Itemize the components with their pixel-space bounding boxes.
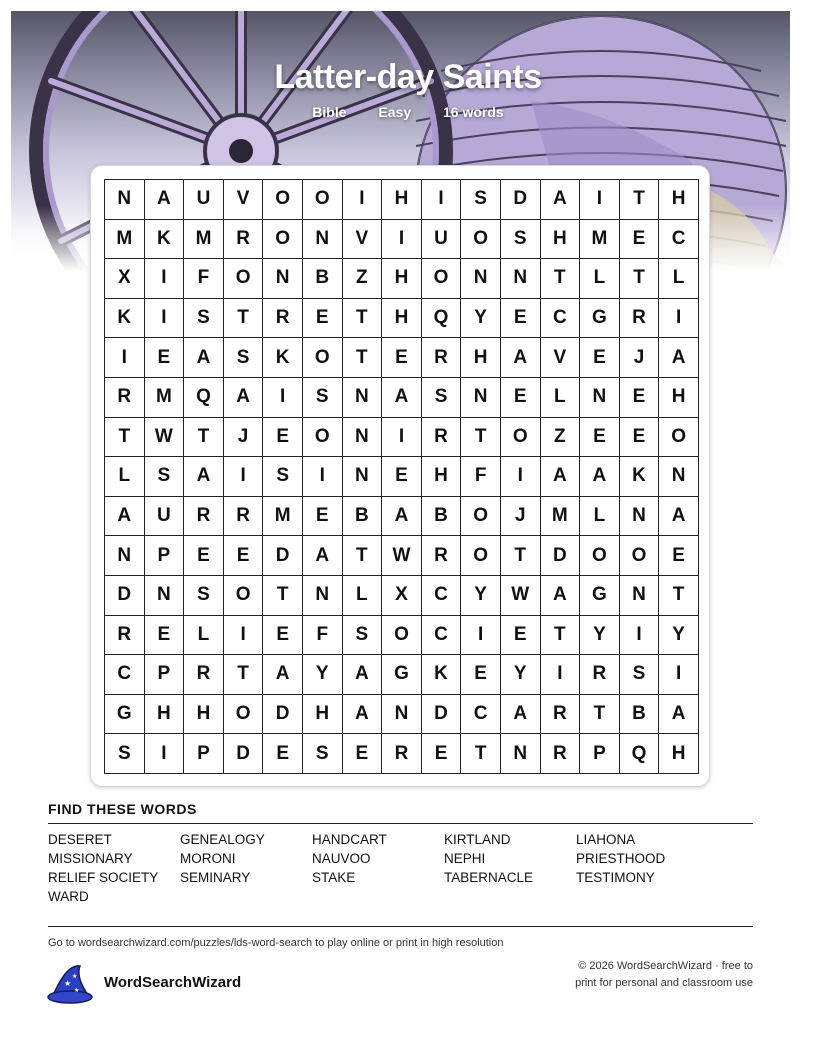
grid-cell[interactable]: R <box>184 497 224 537</box>
grid-cell[interactable]: Y <box>580 616 620 656</box>
grid-cell[interactable]: T <box>620 180 660 220</box>
grid-cell[interactable]: I <box>541 655 581 695</box>
grid-cell[interactable]: H <box>541 220 581 260</box>
grid-cell[interactable]: K <box>105 299 145 339</box>
grid-cell[interactable]: T <box>659 576 699 616</box>
grid-cell[interactable]: T <box>184 418 224 458</box>
grid-cell[interactable]: S <box>184 576 224 616</box>
grid-cell[interactable]: R <box>105 616 145 656</box>
grid-cell[interactable]: T <box>461 418 501 458</box>
grid-cell[interactable]: I <box>145 259 185 299</box>
grid-cell[interactable]: L <box>580 497 620 537</box>
grid-cell[interactable]: J <box>224 418 264 458</box>
grid-cell[interactable]: L <box>659 259 699 299</box>
grid-cell[interactable]: Y <box>501 655 541 695</box>
grid-cell[interactable]: T <box>461 734 501 774</box>
grid-cell[interactable]: O <box>263 220 303 260</box>
grid-cell[interactable]: M <box>541 497 581 537</box>
grid-cell[interactable]: E <box>382 457 422 497</box>
grid-cell[interactable]: S <box>620 655 660 695</box>
grid-cell[interactable]: O <box>620 536 660 576</box>
grid-cell[interactable]: O <box>501 418 541 458</box>
grid-cell[interactable]: T <box>343 338 383 378</box>
word-list-heading: FIND THESE WORDS <box>48 801 197 817</box>
grid-cell[interactable]: L <box>580 259 620 299</box>
grid-cell[interactable]: E <box>422 734 462 774</box>
grid-cell[interactable]: E <box>501 378 541 418</box>
grid-cell[interactable]: P <box>145 536 185 576</box>
grid-cell[interactable]: U <box>422 220 462 260</box>
word-list-item: GENEALOGY <box>180 832 265 847</box>
grid-cell[interactable]: D <box>541 536 581 576</box>
grid-cell[interactable]: M <box>105 220 145 260</box>
grid-cell[interactable]: R <box>422 536 462 576</box>
grid-cell[interactable]: I <box>382 418 422 458</box>
grid-cell[interactable]: H <box>422 457 462 497</box>
svg-text:★: ★ <box>74 987 80 994</box>
grid-cell[interactable]: O <box>263 180 303 220</box>
grid-cell[interactable]: A <box>580 457 620 497</box>
grid-cell[interactable]: N <box>105 536 145 576</box>
grid-cell[interactable]: R <box>224 497 264 537</box>
grid-cell[interactable]: S <box>501 220 541 260</box>
grid-cell[interactable]: E <box>580 418 620 458</box>
letter-grid[interactable] <box>104 179 699 774</box>
grid-cell[interactable]: E <box>620 418 660 458</box>
grid-cell[interactable]: V <box>343 220 383 260</box>
grid-cell[interactable]: V <box>224 180 264 220</box>
grid-cell[interactable]: H <box>303 695 343 735</box>
grid-cell[interactable]: O <box>224 259 264 299</box>
grid-cell[interactable]: C <box>659 220 699 260</box>
grid-cell[interactable]: P <box>580 734 620 774</box>
grid-cell[interactable]: A <box>343 655 383 695</box>
grid-cell[interactable]: E <box>382 338 422 378</box>
grid-cell[interactable]: E <box>263 734 303 774</box>
grid-cell[interactable]: A <box>184 457 224 497</box>
grid-cell[interactable]: N <box>343 378 383 418</box>
grid-cell[interactable]: N <box>461 378 501 418</box>
grid-cell[interactable]: D <box>263 695 303 735</box>
word-list-item: MORONI <box>180 851 236 866</box>
grid-cell[interactable]: N <box>580 378 620 418</box>
grid-cell[interactable]: N <box>501 734 541 774</box>
word-list-item: PRIESTHOOD <box>576 851 666 866</box>
grid-cell[interactable]: D <box>422 695 462 735</box>
grid-cell[interactable]: E <box>501 299 541 339</box>
grid-cell[interactable]: R <box>263 299 303 339</box>
grid-cell[interactable]: F <box>184 259 224 299</box>
grid-cell[interactable]: K <box>263 338 303 378</box>
grid-cell[interactable]: K <box>422 655 462 695</box>
grid-cell[interactable]: E <box>303 497 343 537</box>
grid-cell[interactable]: E <box>145 616 185 656</box>
grid-cell[interactable]: I <box>501 457 541 497</box>
grid-cell[interactable]: N <box>382 695 422 735</box>
grid-cell[interactable]: R <box>382 734 422 774</box>
grid-cell[interactable]: N <box>659 457 699 497</box>
grid-cell[interactable]: A <box>184 338 224 378</box>
grid-cell[interactable]: R <box>184 655 224 695</box>
grid-cell[interactable]: L <box>343 576 383 616</box>
grid-cell[interactable]: G <box>105 695 145 735</box>
grid-cell[interactable]: H <box>145 695 185 735</box>
grid-cell[interactable]: B <box>422 497 462 537</box>
grid-cell[interactable]: R <box>224 220 264 260</box>
grid-cell[interactable]: G <box>382 655 422 695</box>
grid-cell[interactable]: O <box>303 418 343 458</box>
grid-cell[interactable]: H <box>461 338 501 378</box>
grid-cell[interactable]: J <box>501 497 541 537</box>
grid-cell[interactable]: E <box>501 616 541 656</box>
grid-cell[interactable]: T <box>620 259 660 299</box>
grid-cell[interactable]: J <box>620 338 660 378</box>
grid-cell[interactable]: A <box>541 457 581 497</box>
grid-cell[interactable]: K <box>620 457 660 497</box>
grid-cell[interactable]: R <box>620 299 660 339</box>
grid-cell[interactable]: H <box>184 695 224 735</box>
grid-cell[interactable]: F <box>461 457 501 497</box>
word-list-item: TABERNACLE <box>444 870 534 885</box>
grid-cell[interactable]: A <box>105 497 145 537</box>
grid-cell[interactable]: S <box>303 734 343 774</box>
grid-cell[interactable]: I <box>422 180 462 220</box>
grid-cell[interactable]: R <box>580 655 620 695</box>
grid-cell[interactable]: S <box>422 378 462 418</box>
grid-cell[interactable]: E <box>263 616 303 656</box>
grid-cell[interactable]: A <box>659 695 699 735</box>
word-list-item: HANDCART <box>312 832 387 847</box>
word-list-item: MISSIONARY <box>48 851 133 866</box>
grid-cell[interactable]: H <box>382 299 422 339</box>
grid-cell[interactable]: T <box>541 616 581 656</box>
grid-cell[interactable]: C <box>541 299 581 339</box>
grid-cell[interactable]: T <box>343 536 383 576</box>
grid-cell[interactable]: X <box>382 576 422 616</box>
grid-cell[interactable]: N <box>303 220 343 260</box>
grid-cell[interactable]: S <box>184 299 224 339</box>
grid-cell[interactable]: H <box>659 180 699 220</box>
grid-cell[interactable]: A <box>303 536 343 576</box>
grid-cell[interactable]: O <box>461 220 501 260</box>
grid-cell[interactable]: S <box>461 180 501 220</box>
grid-cell[interactable]: E <box>145 338 185 378</box>
grid-cell[interactable]: I <box>343 180 383 220</box>
grid-cell[interactable]: N <box>461 259 501 299</box>
grid-cell[interactable]: H <box>659 378 699 418</box>
category-label: Bible <box>312 104 347 120</box>
grid-cell[interactable]: A <box>541 576 581 616</box>
word-list-item: TESTIMONY <box>576 870 655 885</box>
grid-cell[interactable]: L <box>105 457 145 497</box>
grid-cell[interactable]: U <box>145 497 185 537</box>
word-list-item: SEMINARY <box>180 870 251 885</box>
grid-cell[interactable]: D <box>501 180 541 220</box>
word-list-item: RELIEF SOCIETY <box>48 870 159 885</box>
grid-cell[interactable]: S <box>263 457 303 497</box>
grid-cell[interactable]: S <box>224 338 264 378</box>
grid-cell[interactable]: M <box>580 220 620 260</box>
wizard-hat-icon <box>46 962 94 1006</box>
grid-cell[interactable]: N <box>303 576 343 616</box>
grid-cell[interactable]: O <box>659 418 699 458</box>
grid-cell[interactable]: T <box>224 655 264 695</box>
svg-text:★: ★ <box>64 979 72 988</box>
grid-cell[interactable]: S <box>343 616 383 656</box>
grid-cell[interactable]: I <box>659 655 699 695</box>
grid-cell[interactable]: W <box>501 576 541 616</box>
grid-cell[interactable]: O <box>224 695 264 735</box>
grid-cell[interactable]: D <box>263 536 303 576</box>
grid-cell[interactable]: A <box>501 338 541 378</box>
difficulty-label: Easy <box>378 104 412 120</box>
grid-cell[interactable]: A <box>145 180 185 220</box>
grid-cell[interactable]: E <box>620 378 660 418</box>
grid-cell[interactable]: M <box>184 220 224 260</box>
grid-cell[interactable]: K <box>145 220 185 260</box>
divider <box>48 926 753 927</box>
grid-cell[interactable]: A <box>541 180 581 220</box>
grid-cell[interactable]: A <box>224 378 264 418</box>
grid-cell[interactable]: T <box>541 259 581 299</box>
grid-cell[interactable]: W <box>145 418 185 458</box>
grid-cell[interactable]: Q <box>184 378 224 418</box>
grid-cell[interactable]: O <box>461 536 501 576</box>
grid-cell[interactable]: X <box>105 259 145 299</box>
grid-cell[interactable]: N <box>620 576 660 616</box>
grid-cell[interactable]: D <box>224 734 264 774</box>
grid-cell[interactable]: Y <box>461 576 501 616</box>
grid-cell[interactable]: O <box>224 576 264 616</box>
grid-cell[interactable]: T <box>501 536 541 576</box>
grid-cell[interactable]: O <box>303 180 343 220</box>
grid-cell[interactable]: L <box>184 616 224 656</box>
grid-cell[interactable]: B <box>620 695 660 735</box>
grid-cell[interactable]: R <box>422 338 462 378</box>
grid-cell[interactable]: B <box>303 259 343 299</box>
grid-cell[interactable]: N <box>620 497 660 537</box>
grid-cell[interactable]: T <box>224 299 264 339</box>
grid-cell[interactable]: O <box>580 536 620 576</box>
word-list-item: NEPHI <box>444 851 486 866</box>
word-list-item: WARD <box>48 889 89 904</box>
grid-cell[interactable]: I <box>303 457 343 497</box>
grid-cell[interactable]: U <box>184 180 224 220</box>
brand-name: WordSearchWizard <box>104 974 242 991</box>
grid-cell[interactable]: T <box>105 418 145 458</box>
grid-cell[interactable]: Q <box>422 299 462 339</box>
footer-link[interactable]: Go to wordsearchwizard.com/puzzles/lds-word-search to play online or print in high resolution <box>48 937 504 949</box>
grid-cell[interactable]: E <box>659 536 699 576</box>
grid-cell[interactable]: O <box>422 259 462 299</box>
grid-cell[interactable]: N <box>343 457 383 497</box>
grid-cell[interactable]: O <box>382 616 422 656</box>
grid-cell[interactable]: N <box>145 576 185 616</box>
grid-cell[interactable]: I <box>263 378 303 418</box>
grid-cell[interactable]: Y <box>303 655 343 695</box>
grid-cell[interactable]: C <box>461 695 501 735</box>
grid-cell[interactable]: N <box>501 259 541 299</box>
grid-cell[interactable]: Q <box>620 734 660 774</box>
grid-cell[interactable]: I <box>224 457 264 497</box>
grid-cell[interactable]: G <box>580 299 620 339</box>
grid-cell[interactable]: E <box>620 220 660 260</box>
grid-cell[interactable]: H <box>382 180 422 220</box>
grid-cell[interactable]: C <box>105 655 145 695</box>
grid-cell[interactable]: R <box>541 695 581 735</box>
grid-cell[interactable]: R <box>541 734 581 774</box>
grid-cell[interactable]: E <box>184 536 224 576</box>
grid-cell[interactable]: C <box>422 616 462 656</box>
grid-cell[interactable]: N <box>105 180 145 220</box>
grid-cell[interactable]: B <box>343 497 383 537</box>
grid-cell[interactable]: F <box>303 616 343 656</box>
grid-cell[interactable]: E <box>343 734 383 774</box>
grid-cell[interactable]: E <box>580 338 620 378</box>
grid-cell[interactable]: I <box>620 616 660 656</box>
word-count-label: 16 words <box>443 104 504 120</box>
grid-cell[interactable]: E <box>461 655 501 695</box>
word-list-item: STAKE <box>312 870 356 885</box>
divider <box>48 823 753 824</box>
grid-cell[interactable]: Y <box>461 299 501 339</box>
word-list-item: LIAHONA <box>576 832 636 847</box>
grid-cell[interactable]: V <box>541 338 581 378</box>
word-list-item: KIRTLAND <box>444 832 511 847</box>
grid-cell[interactable]: Y <box>659 616 699 656</box>
grid-cell[interactable]: T <box>580 695 620 735</box>
svg-text:★: ★ <box>72 973 78 980</box>
grid-cell[interactable]: A <box>659 497 699 537</box>
grid-cell[interactable]: H <box>659 734 699 774</box>
grid-cell[interactable]: M <box>145 378 185 418</box>
grid-cell[interactable]: A <box>382 378 422 418</box>
grid-cell[interactable]: S <box>145 457 185 497</box>
grid-cell[interactable]: A <box>501 695 541 735</box>
grid-cell[interactable]: I <box>382 220 422 260</box>
grid-cell[interactable]: D <box>105 576 145 616</box>
word-list-item: NAUVOO <box>312 851 371 866</box>
grid-cell[interactable]: E <box>263 418 303 458</box>
grid-cell[interactable]: G <box>580 576 620 616</box>
grid-cell[interactable]: I <box>224 616 264 656</box>
grid-cell[interactable]: R <box>105 378 145 418</box>
grid-cell[interactable]: E <box>303 299 343 339</box>
word-list-item: DESERET <box>48 832 112 847</box>
grid-cell[interactable]: O <box>461 497 501 537</box>
grid-cell[interactable]: P <box>184 734 224 774</box>
grid-cell[interactable]: I <box>659 299 699 339</box>
word-list <box>48 832 753 904</box>
grid-cell[interactable]: E <box>224 536 264 576</box>
grid-cell[interactable]: C <box>422 576 462 616</box>
puzzle-meta <box>0 104 816 120</box>
page-title: Latter-day Saints <box>274 58 542 96</box>
grid-cell[interactable]: I <box>145 299 185 339</box>
grid-cell[interactable]: H <box>382 259 422 299</box>
grid-cell[interactable]: T <box>263 576 303 616</box>
grid-cell[interactable]: S <box>303 378 343 418</box>
grid-cell[interactable]: A <box>343 695 383 735</box>
grid-cell[interactable]: P <box>145 655 185 695</box>
grid-cell[interactable]: N <box>343 418 383 458</box>
grid-cell[interactable]: A <box>382 497 422 537</box>
grid-cell[interactable]: A <box>263 655 303 695</box>
grid-cell[interactable]: T <box>343 299 383 339</box>
grid-cell[interactable]: I <box>580 180 620 220</box>
grid-cell[interactable]: Z <box>541 418 581 458</box>
grid-cell[interactable]: Z <box>343 259 383 299</box>
grid-cell[interactable]: S <box>105 734 145 774</box>
grid-cell[interactable]: I <box>145 734 185 774</box>
grid-cell[interactable]: I <box>105 338 145 378</box>
grid-cell[interactable]: O <box>303 338 343 378</box>
grid-cell[interactable]: I <box>461 616 501 656</box>
copyright-text: © 2026 WordSearchWizard · free to print for personal and classroom use <box>575 960 753 989</box>
grid-cell[interactable]: W <box>382 536 422 576</box>
grid-cell[interactable]: A <box>659 338 699 378</box>
grid-cell[interactable]: R <box>422 418 462 458</box>
grid-cell[interactable]: L <box>541 378 581 418</box>
grid-cell[interactable]: M <box>263 497 303 537</box>
grid-cell[interactable]: N <box>263 259 303 299</box>
